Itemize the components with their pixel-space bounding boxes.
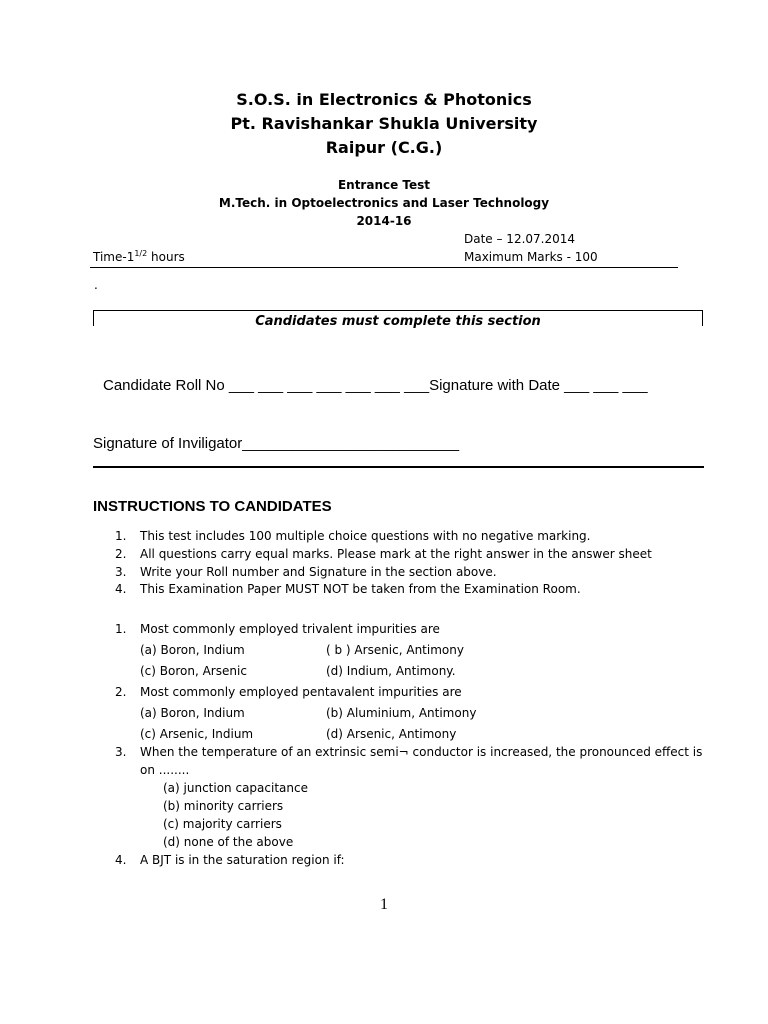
department-title: S.O.S. in Electronics & Photonics [236, 90, 532, 109]
question-text: Most commonly employed trivalent impurities are [140, 622, 440, 636]
instructions-heading: INSTRUCTIONS TO CANDIDATES [93, 498, 332, 515]
option-a: (a) Boron, Indium [140, 706, 245, 720]
exam-duration [93, 250, 185, 264]
option-b: (b) minority carriers [163, 799, 284, 813]
question-text: When the temperature of an extrinsic semi¬ conductor is increased, the pronounced effect is [140, 745, 703, 759]
question-text: A BJT is in the saturation region if: [140, 853, 345, 867]
university-title: Pt. Ravishankar Shukla University [230, 114, 538, 133]
duration-prefix: Time-1 [93, 250, 135, 264]
city-title: Raipur (C.G.) [325, 138, 443, 157]
session-title: 2014-16 [356, 214, 412, 228]
page-number: 1 [380, 896, 388, 913]
option-b: ( b ) Arsenic, Antimony [326, 643, 464, 657]
instruction-number: 3. [115, 565, 127, 579]
option-d: (d) Indium, Antimony. [326, 664, 456, 678]
invigilator-signature-line: Signature of Inviligator__________________________ [93, 435, 460, 452]
option-d: (d) Arsenic, Antimony [326, 727, 457, 741]
option-c: (c) Boron, Arsenic [140, 664, 247, 678]
instruction-text: All questions carry equal marks. Please mark at the right answer in the answer sheet [140, 547, 652, 561]
instruction-text: Write your Roll number and Signature in the section above. [140, 565, 497, 579]
duration-suffix: hours [147, 250, 185, 264]
option-d: (d) none of the above [163, 835, 294, 849]
instruction-text: This Examination Paper MUST NOT be taken from the Examination Room. [140, 582, 581, 596]
option-a: (a) junction capacitance [163, 781, 308, 795]
header-divider [90, 267, 678, 268]
instruction-text: This test includes 100 multiple choice questions with no negative marking. [140, 529, 591, 543]
question-number: 1. [115, 622, 127, 636]
question-number: 4. [115, 853, 127, 867]
program-title: M.Tech. in Optoelectronics and Laser Technology [218, 196, 550, 210]
question-item [0, 685, 768, 701]
candidate-section-divider [93, 466, 704, 468]
option-c: (c) Arsenic, Indium [140, 727, 254, 741]
instruction-item [0, 582, 768, 598]
instruction-number: 4. [115, 582, 127, 596]
question-item [0, 853, 768, 869]
option-a: (a) Boron, Indium [140, 643, 245, 657]
stray-dot: . [94, 278, 98, 292]
question-number: 3. [115, 745, 127, 759]
instruction-number: 2. [115, 547, 127, 561]
max-marks: Maximum Marks - 100 [464, 250, 598, 264]
question-text: Most commonly employed pentavalent impurities are [140, 685, 462, 699]
instruction-item [0, 529, 768, 545]
candidate-box-top [93, 310, 703, 311]
exam-date: Date – 12.07.2014 [464, 232, 576, 246]
duration-fraction: 1/2 [134, 249, 148, 258]
instruction-item [0, 547, 768, 563]
candidate-section-title: Candidates must complete this section [255, 314, 541, 328]
instruction-number: 1. [115, 529, 127, 543]
option-c: (c) majority carriers [163, 817, 282, 831]
question-item [0, 622, 768, 638]
question-text-continued: on ........ [140, 763, 190, 777]
roll-no-signature-line: Candidate Roll No ___ ___ ___ ___ ___ ___ ___Signature with Date ___ ___ ___ [103, 377, 648, 394]
option-b: (b) Aluminium, Antimony [326, 706, 477, 720]
test-title: Entrance Test [337, 178, 431, 192]
instruction-item [0, 565, 768, 581]
question-item [0, 745, 768, 761]
question-number: 2. [115, 685, 127, 699]
